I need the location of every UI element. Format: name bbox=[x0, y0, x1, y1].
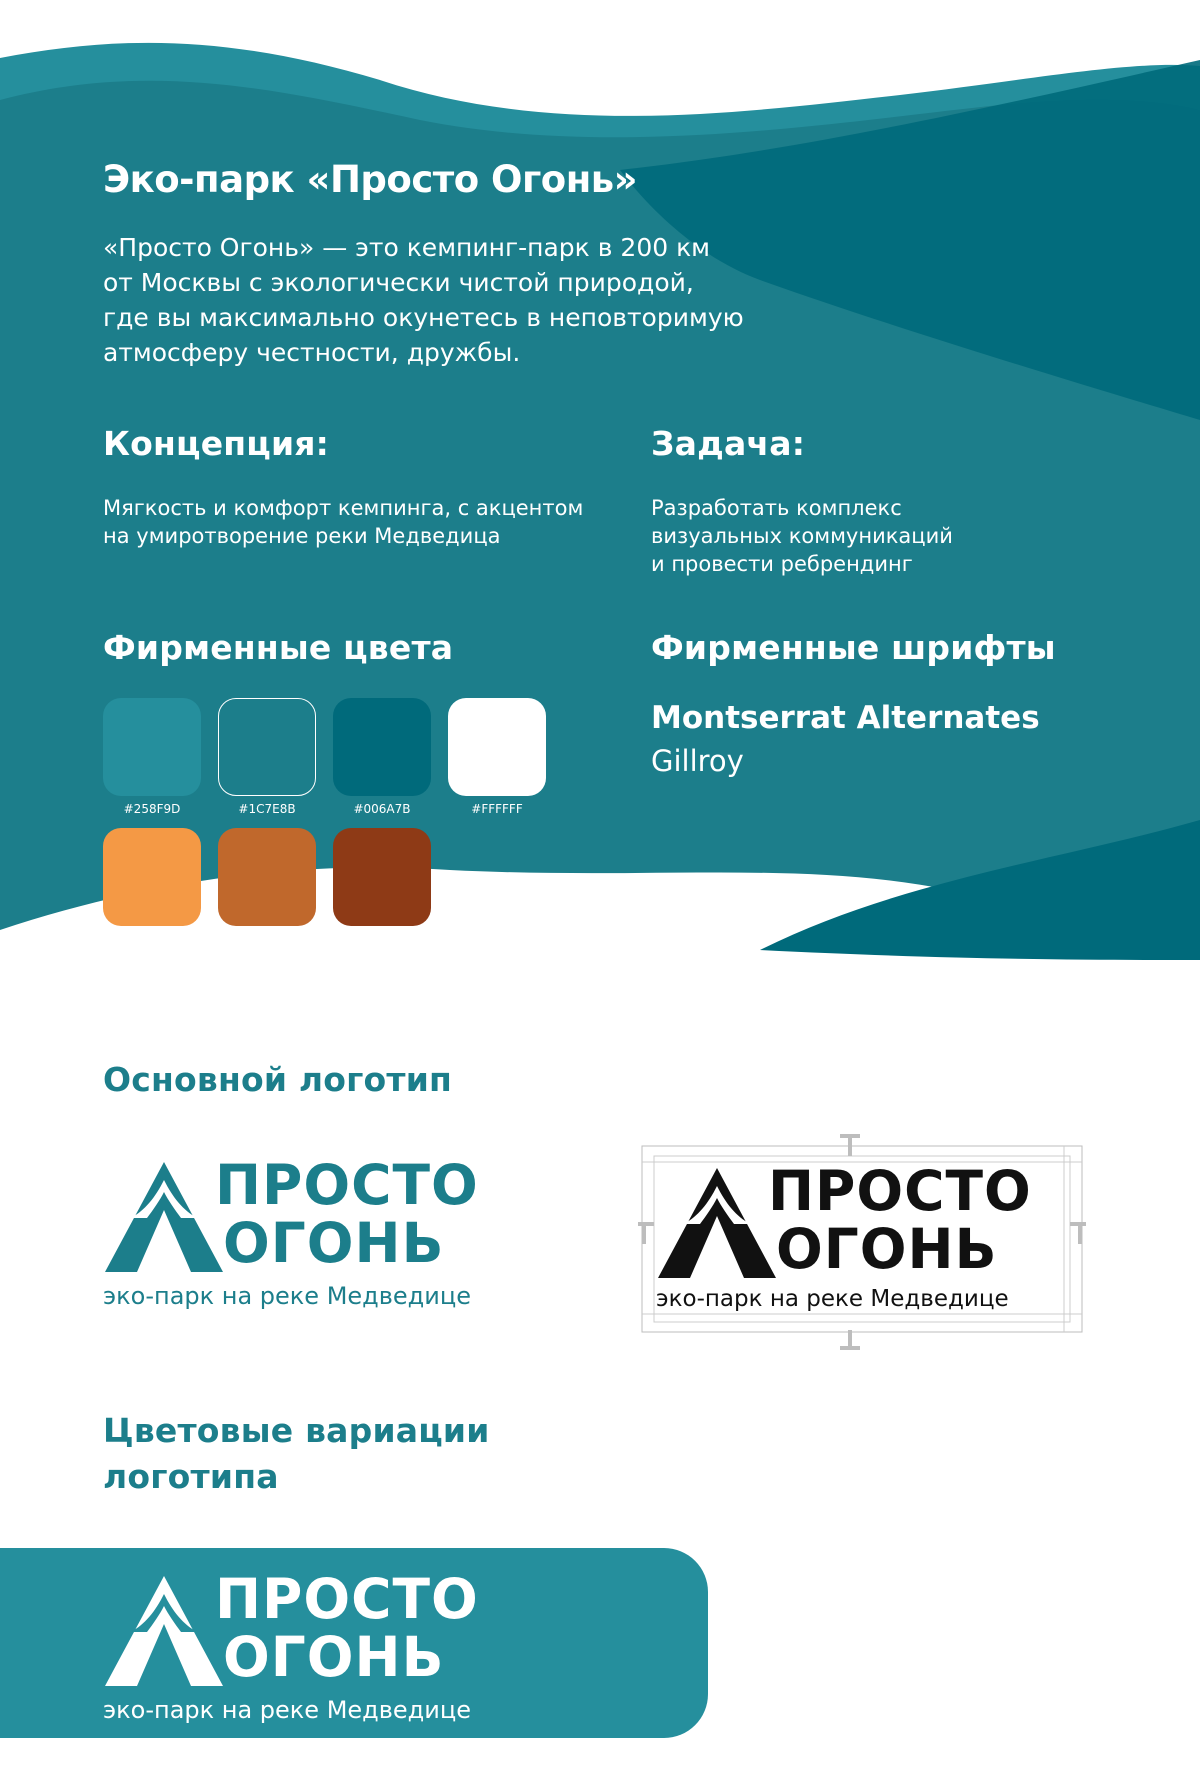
brand-fonts-heading: Фирменные шрифты bbox=[651, 628, 1056, 667]
font-secondary-name: Gillroy bbox=[651, 744, 744, 778]
color-swatch bbox=[103, 828, 201, 926]
concept-line: Мягкость и комфорт кемпинга, с акцентом bbox=[103, 496, 584, 520]
variations-heading-line: логотипа bbox=[103, 1457, 279, 1496]
concept-text bbox=[103, 494, 583, 550]
tent-icon bbox=[105, 1576, 223, 1686]
swatch-label: #FFFFFF bbox=[471, 802, 523, 816]
color-swatch bbox=[333, 828, 431, 926]
color-swatch bbox=[448, 698, 546, 796]
logo-construction-grid bbox=[638, 1134, 1086, 1352]
swatch-label: #006A7B bbox=[353, 802, 411, 816]
main-logo-heading: Основной логотип bbox=[103, 1060, 453, 1099]
swatch-label: #258F9D bbox=[123, 802, 181, 816]
color-swatch bbox=[218, 698, 316, 796]
logo-tagline: эко-парк на реке Медведице bbox=[103, 1696, 471, 1724]
font-primary-name: Montserrat Alternates bbox=[651, 700, 1040, 736]
concept-heading: Концепция: bbox=[103, 424, 330, 463]
swatch-label: #8E3A16 bbox=[353, 932, 411, 946]
intro-line: где вы максимально окунетесь в неповторимую bbox=[103, 303, 744, 332]
logo-white bbox=[103, 1567, 533, 1724]
swatch-label: #C0682C bbox=[238, 932, 296, 946]
intro-paragraph bbox=[103, 230, 803, 370]
tent-icon bbox=[105, 1162, 223, 1272]
color-swatch bbox=[333, 698, 431, 796]
swatch-label: #F49945 bbox=[124, 932, 180, 946]
brand-colors-heading: Фирменные цвета bbox=[103, 628, 454, 667]
logo-word-1: ПРОСТО bbox=[215, 1567, 479, 1631]
logo-black bbox=[656, 1159, 1076, 1314]
swatch-grid bbox=[103, 698, 623, 948]
logo-word-2: ОГОНЬ bbox=[776, 1217, 998, 1281]
color-swatch bbox=[103, 698, 201, 796]
task-line: Разработать комплекс bbox=[651, 496, 902, 520]
swatch-label: #1C7E8B bbox=[238, 802, 296, 816]
logo-word-2: ОГОНЬ bbox=[223, 1625, 445, 1689]
logo-variant-panel bbox=[0, 1548, 708, 1738]
concept-line: на умиротворение реки Медведица bbox=[103, 524, 501, 548]
task-line: визуальных коммуникаций bbox=[651, 524, 953, 548]
variations-heading-line: Цветовые вариации bbox=[103, 1411, 490, 1450]
logo-word-2: ОГОНЬ bbox=[223, 1211, 445, 1275]
tent-icon bbox=[658, 1168, 776, 1278]
logo-teal bbox=[103, 1153, 533, 1310]
task-heading: Задача: bbox=[651, 424, 806, 463]
intro-line: атмосферу честности, дружбы. bbox=[103, 338, 521, 367]
logo-word-1: ПРОСТО bbox=[215, 1153, 479, 1217]
logo-tagline: эко-парк на реке Медведице bbox=[656, 1286, 1009, 1312]
task-line: и провести ребрендинг bbox=[651, 552, 913, 576]
intro-line: от Москвы с экологически чистой природой, bbox=[103, 268, 694, 297]
logo-word-1: ПРОСТО bbox=[768, 1159, 1032, 1223]
page-title: Эко-парк «Просто Огонь» bbox=[103, 158, 638, 201]
variations-heading bbox=[103, 1408, 490, 1500]
color-swatch bbox=[218, 828, 316, 926]
task-text bbox=[651, 494, 953, 578]
intro-line: «Просто Огонь» — это кемпинг-парк в 200 км bbox=[103, 233, 711, 262]
logo-tagline: эко-парк на реке Медведице bbox=[103, 1282, 471, 1310]
